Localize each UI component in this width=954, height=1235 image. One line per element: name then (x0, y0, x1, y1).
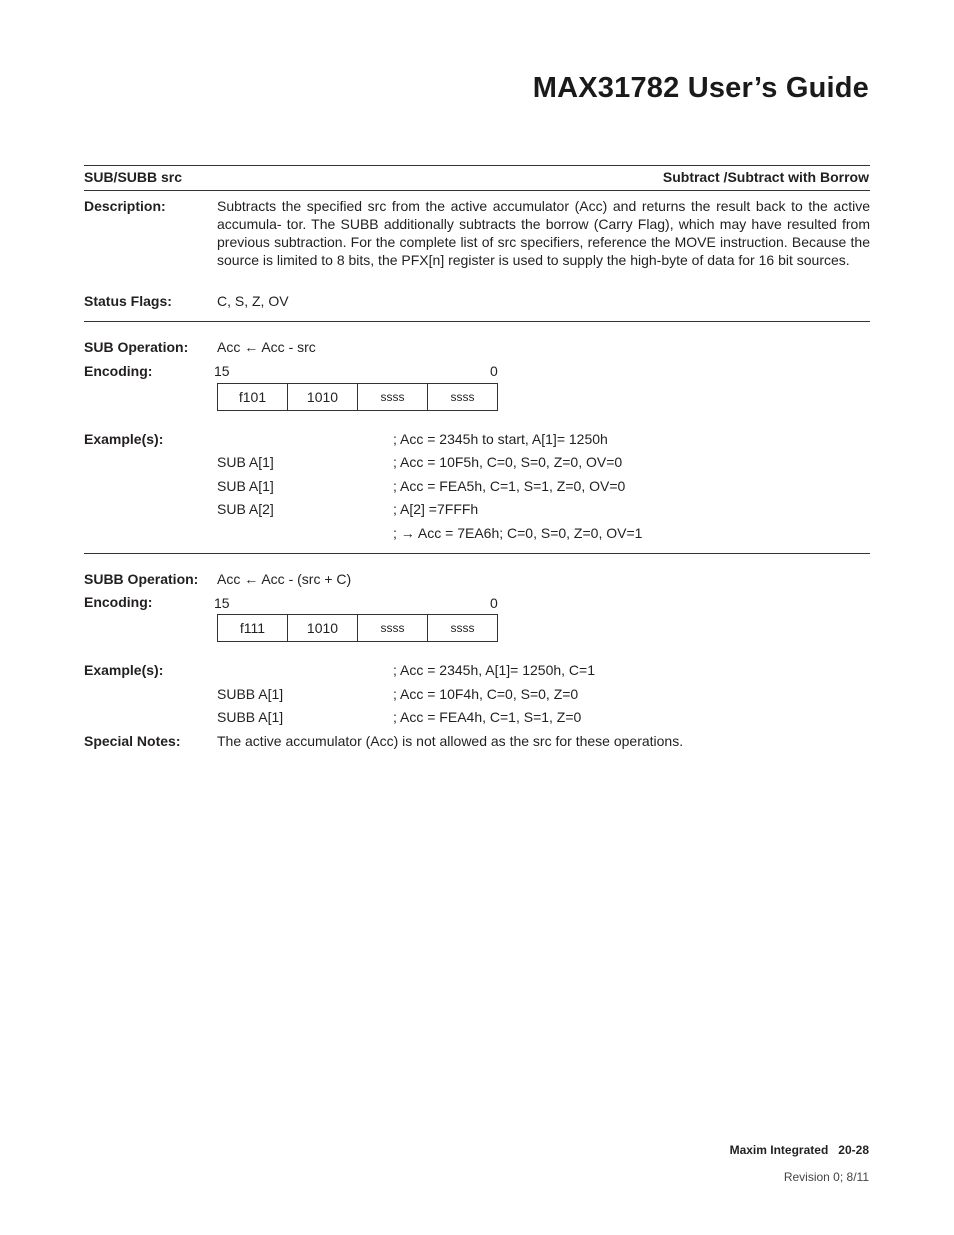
special-notes-label: Special Notes: (84, 733, 181, 749)
subb-encoding-field: ssss (358, 615, 428, 642)
sub-operation-value: Acc ← Acc - src (217, 339, 316, 355)
sub-operation-label: SUB Operation: (84, 339, 189, 355)
document-title: MAX31782 User’s Guide (532, 72, 869, 104)
section-divider-1 (84, 321, 870, 322)
sub-encoding-field: ssss (358, 384, 428, 411)
sub-example-code: SUB A[1] (217, 454, 274, 470)
subb-bit-high: 15 (214, 595, 230, 611)
sub-example-comment: ; Acc = FEA5h, C=1, S=1, Z=0, OV=0 (393, 478, 626, 494)
footer-company-page (730, 1143, 869, 1157)
sub-bit-high: 15 (214, 363, 230, 379)
subb-operation-value: Acc ← Acc - (src + C) (217, 571, 352, 587)
top-rule (84, 165, 870, 166)
subb-example-code: SUBB A[1] (217, 686, 284, 702)
footer-revision: Revision 0; 8/11 (783, 1170, 869, 1184)
subb-operation-label: SUBB Operation: (84, 571, 199, 587)
instruction-name: Subtract /Subtract with Borrow (662, 169, 869, 185)
subb-encoding-table (217, 614, 498, 642)
sub-example-comment: ; Acc = 10F5h, C=0, S=0, Z=0, OV=0 (393, 454, 623, 470)
sub-example-comment: ; A[2] =7FFFh (393, 501, 479, 517)
sub-encoding-table (217, 383, 498, 411)
sub-encoding-label: Encoding: (84, 363, 153, 379)
subb-example-comment: ; Acc = 10F4h, C=0, S=0, Z=0 (393, 686, 579, 702)
special-notes-text: The active accumulator (Acc) is not allowed as the src for these operations. (217, 733, 684, 749)
header-rule (84, 190, 870, 191)
subb-encoding-label: Encoding: (84, 594, 153, 610)
subb-encoding-field: ssss (428, 615, 498, 642)
instruction-mnemonic: SUB/SUBB src (84, 169, 183, 185)
subb-encoding-field: 1010 (288, 615, 358, 642)
status-flags-label: Status Flags: (84, 293, 172, 309)
footer-company: Maxim Integrated (729, 1143, 829, 1157)
section-divider-2 (84, 553, 870, 554)
subb-encoding-field: f111 (218, 615, 288, 642)
subb-bit-low: 0 (490, 595, 498, 611)
description-label: Description: (84, 198, 166, 214)
sub-bit-low: 0 (490, 363, 498, 379)
sub-example-comment: ; Acc = 2345h to start, A[1]= 1250h (393, 431, 608, 447)
sub-example-comment: ; → Acc = 7EA6h; C=0, S=0, Z=0, OV=1 (393, 525, 643, 541)
footer-page-number: 20-28 (838, 1143, 869, 1157)
sub-encoding-field: 1010 (288, 384, 358, 411)
subb-examples-label: Example(s): (84, 662, 164, 678)
status-flags-value: C, S, Z, OV (217, 293, 289, 309)
subb-example-code: SUBB A[1] (217, 709, 284, 725)
sub-encoding-field: f101 (218, 384, 288, 411)
sub-example-code: SUB A[1] (217, 478, 274, 494)
subb-example-comment: ; Acc = 2345h, A[1]= 1250h, C=1 (393, 662, 595, 678)
sub-examples-label: Example(s): (84, 431, 164, 447)
description-text: Subtracts the specified src from the active accumulator (Acc) and returns the result back to the active accumula- tor. The SUBB additionally subtracts the borrow (Carry Flag), which may have resulted from previous subtraction. For the complete list of src specifiers, reference the MOVE instruction. Because the source is limited to 8 bits, the PFX[n] register is used to supply the high-byte of data for 16 bit sources. (217, 198, 870, 268)
subb-example-comment: ; Acc = FEA4h, C=1, S=1, Z=0 (393, 709, 582, 725)
sub-example-code: SUB A[2] (217, 501, 274, 517)
sub-encoding-field: ssss (428, 384, 498, 411)
